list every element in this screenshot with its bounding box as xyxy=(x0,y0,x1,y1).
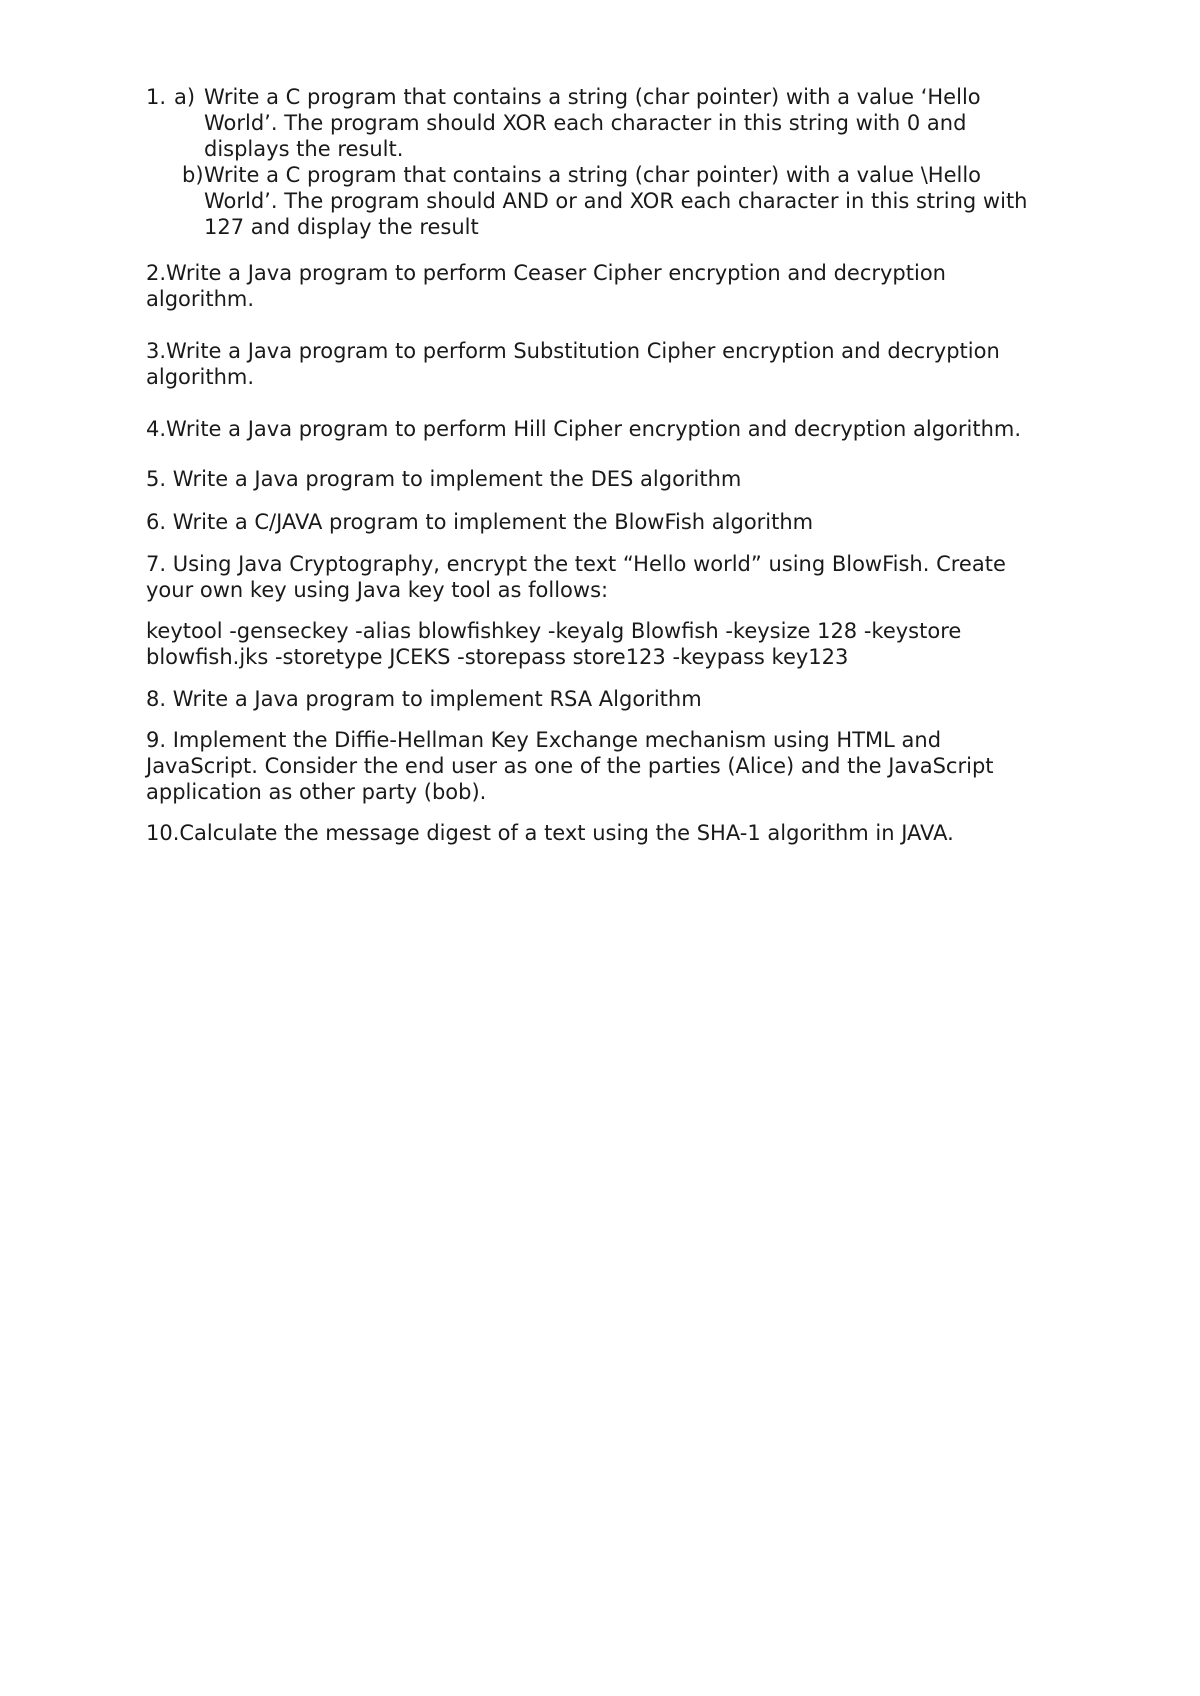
question-3-line: 3.Write a Java program to perform Substitution Cipher encryption and decryption xyxy=(146,339,1000,363)
question-2 xyxy=(146,260,1086,312)
question-9 xyxy=(146,727,1086,805)
question-4 xyxy=(146,416,1086,442)
question-1-body xyxy=(174,84,1086,162)
keytool-command-line: keytool -genseckey -alias blowfishkey -keyalg Blowfish -keysize 128 -keystore xyxy=(146,619,962,643)
question-1b xyxy=(182,162,1086,240)
question-10-line: 10.Calculate the message digest of a text using the SHA-1 algorithm in JAVA. xyxy=(146,821,954,845)
question-3 xyxy=(146,338,1086,390)
question-1-number: 1. xyxy=(146,85,167,109)
question-2-line: algorithm. xyxy=(146,287,255,311)
question-1a-text xyxy=(204,84,1086,162)
question-1b-line: World’. The program should AND or and XOR each character in this string with xyxy=(204,189,1028,213)
question-1b-line: 127 and display the result xyxy=(204,215,479,239)
question-9-line: 9. Implement the Diffie-Hellman Key Exchange mechanism using HTML and xyxy=(146,728,942,752)
question-1 xyxy=(146,84,1086,240)
question-5 xyxy=(146,466,1086,492)
question-2-line: 2.Write a Java program to perform Ceaser Cipher encryption and decryption xyxy=(146,261,946,285)
question-6 xyxy=(146,509,1086,535)
question-list xyxy=(146,84,1086,846)
question-1b-line: Write a C program that contains a string (char pointer) with a value \Hello xyxy=(204,163,982,187)
question-9-line: application as other party (bob). xyxy=(146,780,487,804)
question-7-line: your own key using Java key tool as follows: xyxy=(146,578,609,602)
question-3-line: algorithm. xyxy=(146,365,255,389)
question-7 xyxy=(146,551,1086,603)
question-4-line: 4.Write a Java program to perform Hill Cipher encryption and decryption algorithm. xyxy=(146,417,1022,441)
question-1-row xyxy=(146,84,1086,162)
question-1a-line: Write a C program that contains a string (char pointer) with a value ‘Hello xyxy=(204,85,981,109)
keytool-command xyxy=(146,618,1086,670)
question-8-line: 8. Write a Java program to implement RSA Algorithm xyxy=(146,687,702,711)
question-9-line: JavaScript. Consider the end user as one of the parties (Alice) and the JavaScript xyxy=(146,754,994,778)
question-8 xyxy=(146,686,1086,712)
question-1a-label: a) xyxy=(174,85,196,109)
question-7-line: 7. Using Java Cryptography, encrypt the text “Hello world” using BlowFish. Create xyxy=(146,552,1006,576)
question-5-line: 5. Write a Java program to implement the DES algorithm xyxy=(146,467,742,491)
question-1b-text xyxy=(204,162,1086,240)
question-1a-line: displays the result. xyxy=(204,137,404,161)
question-10 xyxy=(146,820,1086,846)
question-1b-label: b) xyxy=(182,163,204,187)
keytool-command-line: blowfish.jks -storetype JCEKS -storepass store123 -keypass key123 xyxy=(146,645,849,669)
question-1a xyxy=(174,84,1086,162)
question-1a-line: World’. The program should XOR each character in this string with 0 and xyxy=(204,111,967,135)
question-6-line: 6. Write a C/JAVA program to implement the BlowFish algorithm xyxy=(146,510,814,534)
